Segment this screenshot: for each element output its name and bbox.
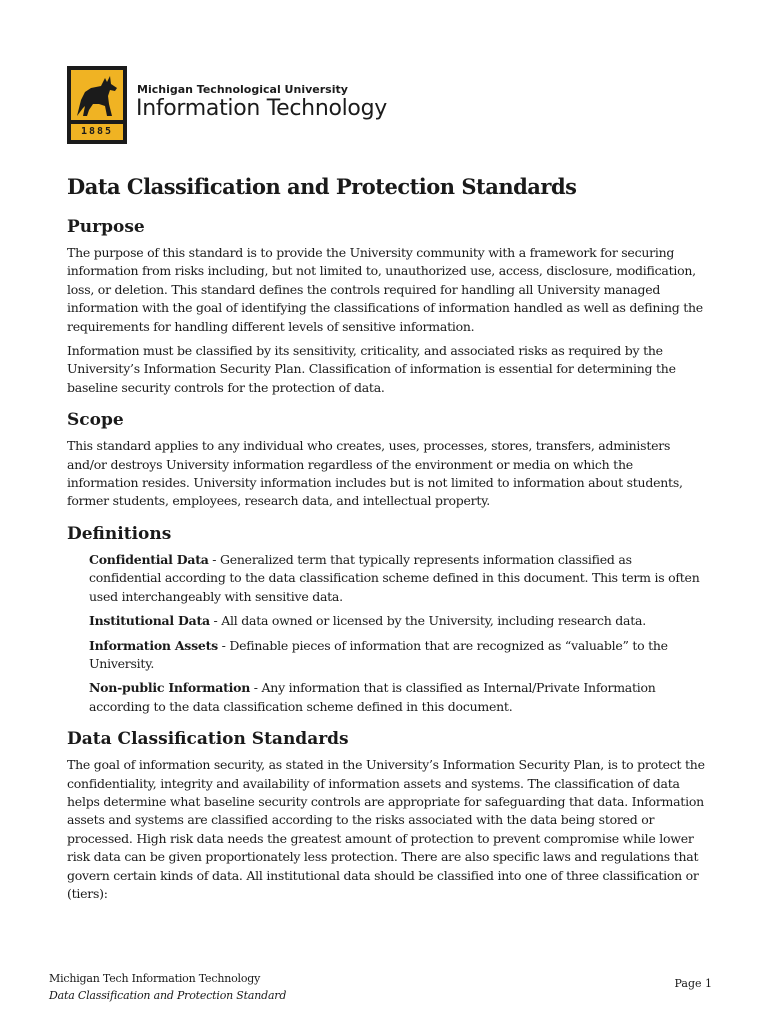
document-body	[67, 172, 707, 909]
definition-text: - Definable pieces of information that are recognized as “valuable” to the University.	[89, 637, 668, 671]
logo-year: 1885	[71, 124, 123, 140]
org-name: Michigan Technological University	[137, 83, 348, 96]
definition-text: - Generalized term that typically represents information classified as confidential according to the data classification scheme defined in this document. This term is often used interchangeably with sensitive data.	[89, 551, 700, 604]
purpose-paragraph-1: The purpose of this standard is to provide the University community with a framework for securing information from risks including, but not limited to, unauthorized use, access, disclosure, modification, loss, or deletion. This standard defines the controls required for handling all University managed information with the goal of identifying the classifications of information handled as well as defining the requirements for handling different levels of sensitive information.	[67, 245, 703, 334]
footer-doc-title: Data Classification and Protection Standard	[49, 989, 287, 1002]
definitions-heading: Definitions	[67, 523, 172, 544]
definition-term: Confidential Data	[89, 551, 209, 567]
definition-item	[89, 679, 707, 716]
scope-heading: Scope	[67, 410, 124, 431]
definition-term: Institutional Data	[89, 613, 210, 629]
footer-org: Michigan Tech Information Technology	[49, 972, 261, 985]
university-logo	[67, 66, 127, 144]
definition-item	[89, 551, 707, 606]
definition-text: - Any information that is classified as Internal/Private Information according to the data classification scheme defined in this document.	[89, 680, 656, 714]
dept-name: Information Technology	[136, 96, 387, 121]
document-title: Data Classification and Protection Standards	[67, 174, 577, 199]
definition-term: Information Assets	[89, 637, 218, 653]
scope-paragraph: This standard applies to any individual who creates, uses, processes, stores, transfers, administers and/or destroys University information regardless of the environment or media on which the information resides. University information includes but is not limited to information about students, former students, employees, research data, and intellectual property.	[67, 438, 683, 509]
standards-paragraph: The goal of information security, as stated in the University’s Information Security Plan, is to protect the confidentiality, integrity and availability of information assets and systems. The classification of data helps determine what baseline security controls are appropriate for safeguarding that data. Information assets and systems are classified according to the risks associated with the data being stored or processed. High risk data needs the greatest amount of protection to prevent compromise while lower risk data can be given proportionately less protection. There are also specific laws and regulations that govern certain kinds of data. All institutional data should be classified into one of three classification or (tiers):	[67, 757, 705, 901]
definition-term: Non-public Information	[89, 680, 251, 696]
purpose-paragraph-2: Information must be classified by its sensitivity, criticality, and associated risks as required by the University’s Information Security Plan. Classification of information is essential for determining the baseline security controls for the protection of data.	[67, 343, 676, 395]
definition-item	[89, 637, 707, 674]
purpose-heading: Purpose	[67, 217, 145, 237]
definition-text: - All data owned or licensed by the University, including research data.	[209, 613, 646, 629]
husky-icon	[71, 70, 123, 120]
page-number: Page 1	[674, 977, 712, 990]
definition-item	[89, 612, 707, 630]
footer	[49, 970, 286, 1004]
standards-heading: Data Classification Standards	[67, 729, 349, 750]
